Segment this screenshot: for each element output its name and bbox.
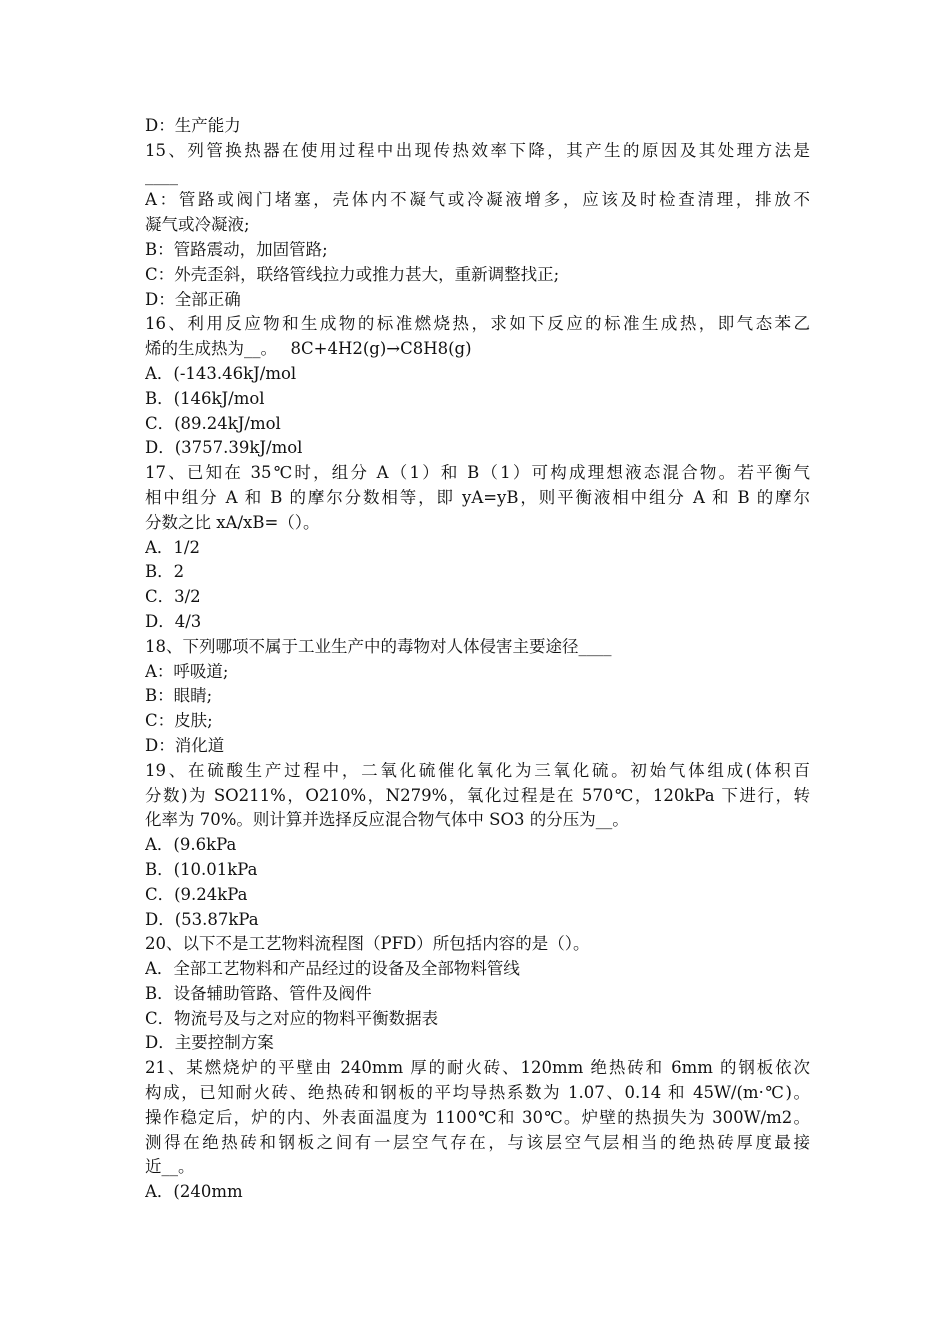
text-line: 构成，已知耐火砖、绝热砖和钢板的平均导热系数为 1.07、0.14 和 45W/(m·℃)。 [145, 1083, 810, 1103]
text-line: A．全部工艺物料和产品经过的设备及全部物料管线 [145, 959, 520, 979]
text-line: 化率为 70%。则计算并选择反应混合物气体中 SO3 的分压为__。 [145, 810, 629, 830]
text-line: D．(53.87kPa [145, 909, 259, 929]
text-line: 17、已知在 35℃时，组分 A（1）和 B（1）可构成理想液态混合物。若平衡气 [145, 463, 810, 483]
text-line: B．(10.01kPa [145, 859, 258, 879]
text-line: A．(9.6kPa [145, 835, 237, 855]
text-line: D．4/3 [145, 611, 202, 631]
text-line: C：皮肤; [145, 711, 213, 731]
text-line: D：全部正确 [145, 289, 241, 309]
text-line: 烯的生成热为__。 8C+4H2(g)→C8H8(g) [145, 339, 472, 359]
text-line: D．(3757.39kJ/mol [145, 438, 303, 458]
text-line: C．(9.24kPa [145, 884, 248, 904]
text-line: 近__。 [145, 1157, 195, 1177]
text-line: 21、某燃烧炉的平壁由 240mm 厚的耐火砖、120mm 绝热砖和 6mm 的钢板依次 [145, 1058, 810, 1078]
text-line: A：管路或阀门堵塞，壳体内不凝气或冷凝液增多，应该及时检查清理，排放不 [145, 190, 810, 210]
text-line: 15、列管换热器在使用过程中出现传热效率下降，其产生的原因及其处理方法是 [145, 140, 810, 160]
document-body [145, 114, 810, 1205]
text-line: 相中组分 A 和 B 的摩尔分数相等，即 yA=yB，则平衡液相中组分 A 和 B 的摩尔 [145, 487, 810, 507]
text-line: D．主要控制方案 [145, 1033, 274, 1053]
text-line: C．3/2 [145, 587, 201, 607]
text-line: A：呼吸道; [145, 661, 229, 681]
text-line: C．(89.24kJ/mol [145, 413, 281, 433]
text-line: A．(240mm [145, 1182, 243, 1202]
text-line: A．1/2 [145, 537, 200, 557]
text-line: D：生产能力 [145, 116, 241, 135]
text-line: 20、以下不是工艺物料流程图（PFD）所包括内容的是（）。 [145, 934, 590, 954]
text-line: 分数)为 SO211%，O210%，N279%，氧化过程是在 570℃，120kPa 下进行，转 [145, 785, 810, 805]
text-line: B：眼睛; [145, 686, 213, 706]
text-line: 凝气或冷凝液; [145, 215, 250, 235]
text-line: C：外壳歪斜，联络管线拉力或推力甚大，重新调整找正; [145, 264, 560, 284]
text-line: ____ [145, 165, 178, 185]
text-line: A．(-143.46kJ/mol [145, 363, 297, 383]
text-line: B．设备辅助管路、管件及阀件 [145, 983, 372, 1003]
text-line: 19、在硫酸生产过程中，二氧化硫催化氧化为三氧化硫。初始气体组成(体积百 [145, 760, 810, 780]
text-line: 测得在绝热砖和钢板之间有一层空气存在，与该层空气层相当的绝热砖厚度最接 [145, 1132, 810, 1152]
text-line: 16、利用反应物和生成物的标准燃烧热，求如下反应的标准生成热，即气态苯乙 [145, 314, 810, 334]
text-line: 分数之比 xA/xB=（）。 [145, 512, 320, 532]
text-line: C．物流号及与之对应的物料平衡数据表 [145, 1008, 439, 1028]
text-line: B：管路震动，加固管路; [145, 239, 328, 259]
text-line: B．(146kJ/mol [145, 388, 265, 408]
text-line: 18、下列哪项不属于工业生产中的毒物对人体侵害主要途径____ [145, 636, 612, 656]
text-line: B．2 [145, 562, 185, 582]
text-line: 操作稳定后，炉的内、外表面温度为 1100℃和 30℃。炉壁的热损失为 300W/m2。 [145, 1107, 810, 1127]
text-line: D：消化道 [145, 735, 225, 755]
